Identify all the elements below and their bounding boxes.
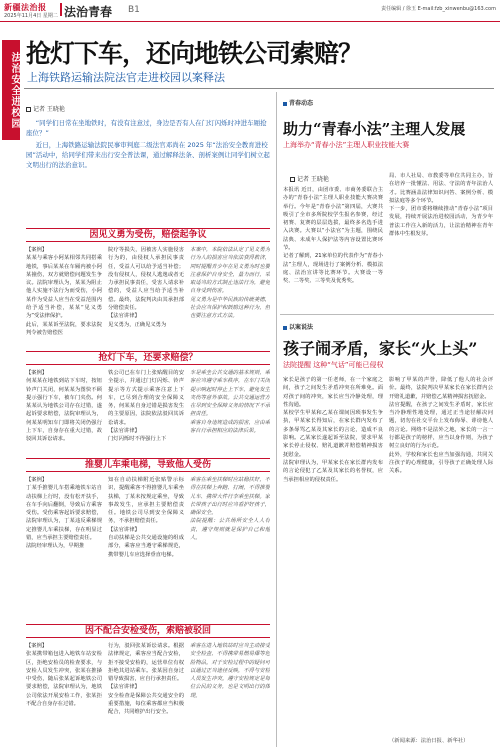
article-column: 车是乘坐公共交通的基本规则，乘客应当遵守乘车秩序，在车门关闭提示响起时停止上下车，避免发生夹伤等意外事故。公共交通运营方在尽到安全保障义务的情况下不承担责任。 乘客自身违规造成的损害，应由乘客自行承担相应的法律后果。 [190,370,270,435]
lead-paragraph: 近日，上海铁路运输法院民事审判庭二级法官邓尚在 2025 年“法治安全教育进校园”活动中，给同学们带来出行安全普法课，通过解释法条、剖析案例让同学们树立起文明出行的法治意识。 [26,141,270,169]
article-column: 院疗等损失，因被害人实施侵害行为的，由侵权人承担民事责任，受益人可以给予适当补偿；没有侵权人，侵权人逃逸或者无力承担民事责任，受害人请求补偿的，受益人应当给予适当补偿。最终，法院判决由其承担部分赔偿责任。 【法官讲律】 见义勇为，正确见义勇为 [108,247,184,328]
section-heading: 抢灯下车，还要求赔偿？ [26,351,270,365]
tag-dot-icon [283,326,287,330]
staff-credits: 责任编辑 / 徐玉 E-mail:fzb_xinwenbu@163.com [381,6,496,12]
right-bottom-headline: 孩子闹矛盾，家长“火上头” [283,339,478,358]
section-name: 法治青春 [64,5,113,19]
article-column: 本案中，本院依法认定了见义勇为行为人的损害应当依法获得救济，同时提醒青少年在见义勇为时也要注意保护自身安全，量力而行，采取适当的方式制止违法行为，避免自身受到伤害。 见义勇为是中华民族的传统美德，社会应当保护和鼓励这种行为，但也要注意方式方法。 [190,247,270,320]
masthead-rule [0,21,500,22]
byline-box-icon [290,177,295,182]
article-column: 乘客在乘坐扶梯时应站稳扶好，不得在扶梯上奔跑、打闹，不得推婴儿车、携带大件行李乘坐扶梯。家长带孩子出行时应当看护好孩子，确保安全。 法院提醒：公共场所安全人人有责，遵守规则就是保护自己和他人。 [190,477,270,542]
article-column: 【案例】 某某与乘客小阿某相邻共同搭乘地铁，事后某某在车厢内被小阿某撞伤，双方就赔偿问题发生争议。法院审理认为，某某为阻止他人实施不法行为而受伤，小阿某作为受益人应当在受益范围内给予适当补偿，某某“见义勇为”受法律保护。 此后，某某诉至法院，要求法院判令被告赔偿医 [26,247,102,336]
page-number: B1 [128,5,140,15]
section-heading: 因见义勇为受伤，赔偿起争议 [26,228,270,242]
right-top-subhead: 上海举办“青春小法”主理人职业技能大赛 [283,141,410,149]
lead-paragraphs [26,118,271,172]
headline-rule [24,88,494,89]
right-top-headline: 助力“青春小法”主理人发展 [283,120,466,138]
lead-paragraph: “同学们日常在坐地铁时，有没有注意过，身边是否有人在门灯闪烁时冲进车厢抢座位？” [26,119,267,137]
section-tag: 法治安全进校园 [2,40,20,140]
right-top-byline [290,174,329,183]
right-bottom-tag [283,322,313,331]
right-top-column: 本报讯 近日，由团市委、市商务委联合主办的“青春小法”主理人职业技能大赛决赛举行。今年是“青春小法”第四届，大赛共吸引了全市多所院校学生报名参赛，经过初赛、复赛的层层选拔，最终多名选手进入决赛。大赛以“小法官”为主题，围绕民法典、未成年人保护法等内容设置比赛环节。 记者了解到，21家单位的代表作为“青春小法”主理人，现场进行了案例分析、模拟法庭、法治宣讲等比赛环节。大赛设一等奖、二等奖、三等奖及优秀奖。 [283,187,383,285]
byline-box-icon [26,107,31,112]
article-column: 【案例】 丁某手推婴儿车搭乘地铁车站自动扶梯上行时，没有松开扶手，在车手向后翻倒，导致后方乘客受伤。受伤乘客起诉要求赔偿，法院审理认为，丁某违反乘梯规定推婴儿车乘扶梯，存在明显过错，应当承担主要赔偿责任。 法院经审理认为，早期推 [26,477,102,550]
issue-date: 2025年11月4日 星期二 [4,13,58,19]
byline-text: 记者 王晓艳 [33,106,65,113]
article-column: 【案例】 张某携带箱包进入地铁车站安检区，拒绝安检员的检查要求，与安检人员发生冲突，张某在推搡中受伤，随后张某起诉地铁公司要求赔偿，法院审理认为，地铁公司依法开展安检工作，张某拒不配合自身存在过错。 [26,643,102,708]
right-bottom-subhead: 法院提醒 这种“气话”可能已侵权 [283,361,384,369]
tag-dot-icon [283,102,287,106]
article-divider [280,314,494,315]
right-top-tag-text: 青春动态 [289,100,314,107]
source-note: （新闻来源：法治日报、新华社） [389,738,469,744]
newspaper-brand: 新疆法治报 [4,2,47,12]
right-bottom-column: 影响了甲某的声誉，降低了他人的社会评价。最终，法院判决甲某家长在家长群内公开赔礼道歉，并赔偿乙某精神损害抚慰金。 法官提醒，在孩子之间发生矛盾时，家长应当冷静理性地处理，通过正当途径解决问题，切勿在社交平台上发布侮辱、诽谤他人的言论。网络不是法外之地，家长的一言一行都是孩子的榜样，应当以身作则，为孩子树立良好的行为示范。 此外，学校和家长也应当加强沟通，共同关注孩子的心理健康，引导孩子正确处理人际关系。 [389,377,493,475]
article-column: 【案例】 何某某在地铁到站下车时，按钮铃声门关闭，何某某为图快不顾提示强行下车，被车门夹伤。何某某认为地铁公司存在过错，遂起诉要求赔偿，法院审理认为，何某某明知车门即将关闭仍强行上下车，自身存在重大过错，故驳回其诉讼请求。 [26,370,102,443]
column-divider [276,92,277,747]
section-bar [60,3,62,16]
main-headline: 抢灯下车，还向地铁公司索赔？ [26,39,363,68]
section-heading: 因不配合安检受伤，索赔被驳回 [26,624,270,638]
masthead [0,0,500,22]
right-bottom-column: 家长是孩子的第一任老师，在一个家庭之间，孩子之间发生矛盾冲突在所难免。面对孩子间的冲突，家长应当冷静处理，理性沟通。 某校学生甲某和乙某在课间因琐事发生争执，甲某家长得知后，在家长群内发布了多条辱骂乙某及其家长的言论，造成不良影响。乙某家长遂起诉至法院，要求甲某家长停止侵权、赔礼道歉并赔偿精神损害抚慰金。 法院审理认为，甲某家长在家长群内发布的言论侵犯了乙某及其家长的名誉权，应当承担相应的侵权责任。 [283,377,383,483]
right-top-column: 局、市人社局、市教委等单位共同主办，旨在培养一批懂法、用法、守法的青年法治人才。比赛涵盖法律知识问答、案例分析、模拟法庭等多个环节。 下一步，团市委将继续推动“青春小法”项目发展，持续开展法治进校园活动，为青少年普法工作注入新的活力，让法治精神在青年群体中生根发芽。 [389,173,493,238]
section-heading: 推婴儿车乘电梯，导致他人受伤 [26,458,270,472]
byline-text: 记者 王晓艳 [297,176,329,183]
right-bottom-tag-text: 以案说法 [289,324,314,331]
article-column: 乘客在进入地铁站时应当主动接受安全检查，不得携带易燃易爆等危险物品。对于安检过程中的疑问可以通过正当途径反映，不得与安检人员发生冲突。遵守安检规定是每位公民的义务，也是文明出行的体现。 [190,643,270,699]
right-top-tag [283,98,313,107]
main-byline [26,104,65,113]
main-subhead: 上海铁路运输法院法官走进校园以案释法 [27,71,225,84]
article-column: 知在自动扶梯附近张贴警示标识，提醒乘客不得推婴儿车乘坐扶梯，丁某未按规定乘坐，导致事故发生，应承担主要赔偿责任。地铁公司尽到安全保障义务，不承担赔偿责任。 【法官讲律】 自动扶梯是公共交通设施的组成部分，乘客应当遵守乘梯规范，携带婴儿车应选择垂直电梯。 [108,477,184,558]
article-column: 行为，驳回张某诉讼请求。根据法律规定，乘客应当配合安检，拒不接受安检的，运营单位有权拒绝其进站乘车。张某因自身过错导致损害，应自行承担责任。 【法官讲律】 安全检查是保障公共交通安全的重要措施，每位乘客都应当积极配合，共同维护出行安全。 [108,643,184,716]
article-column: 铁公司已在车门上张贴醒目的安全提示，并通过门灯闪烁、铃声提示等方式提示乘客注意上下车，已尽到合理的安全保障义务，何某某自身过错是损害发生的主要原因，法院依法驳回其诉讼请求。 【法官讲律】 门灯闪烁时不得强行上下 [108,370,184,443]
